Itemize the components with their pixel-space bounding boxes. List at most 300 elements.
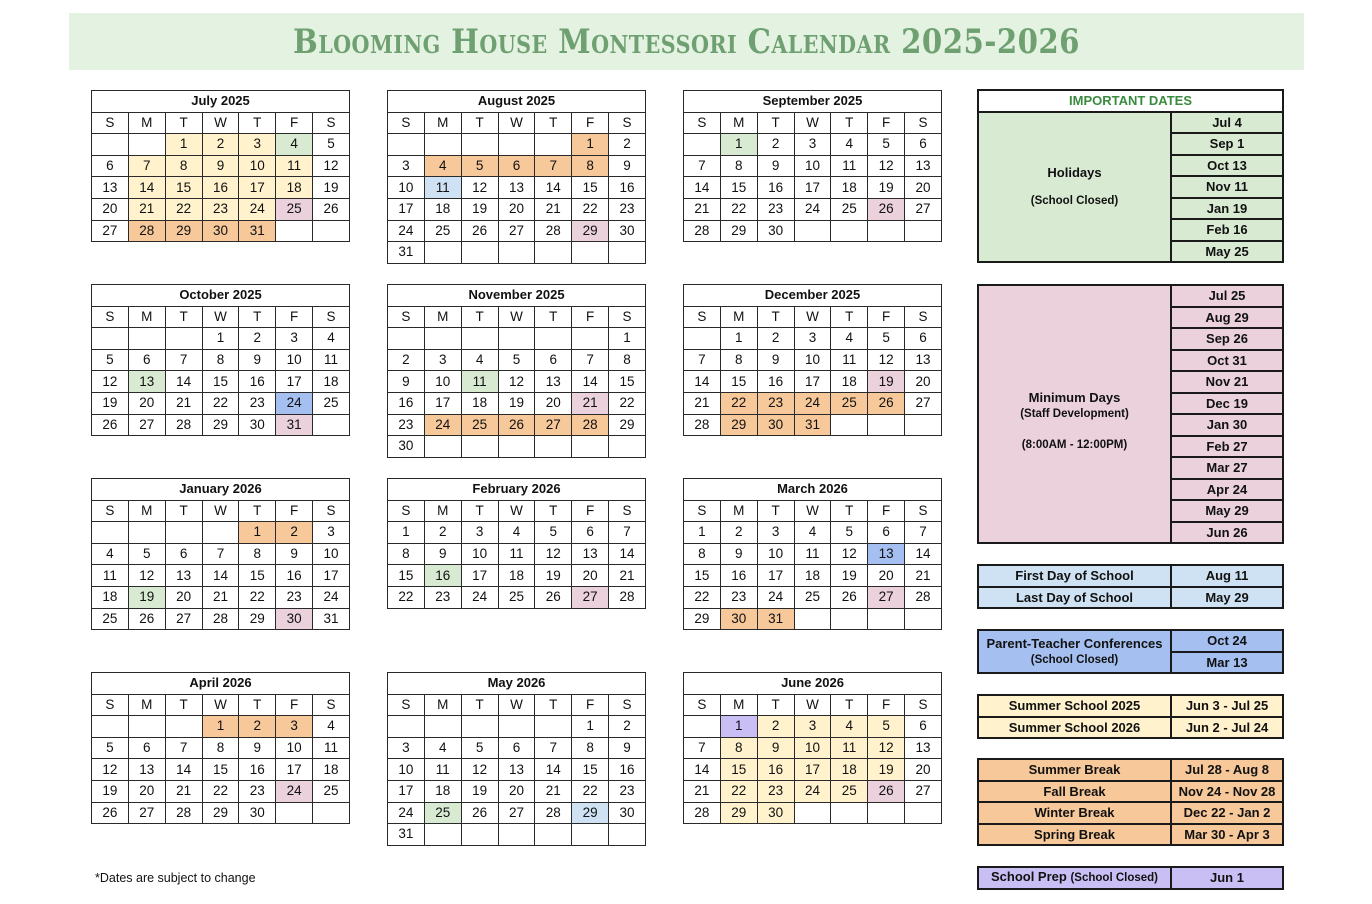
break-date: Mar 30 - Apr 3 — [1171, 824, 1283, 846]
day-cell: 6 — [572, 522, 609, 544]
day-cell: 21 — [165, 392, 202, 414]
day-cell: 9 — [388, 371, 425, 393]
day-cell: 18 — [831, 371, 868, 393]
day-cell: 18 — [831, 759, 868, 781]
day-cell: 24 — [388, 802, 425, 824]
day-cell: 6 — [905, 328, 942, 350]
day-cell: 13 — [868, 543, 905, 565]
holiday-date: Jul 4 — [1171, 112, 1283, 134]
week-row — [388, 543, 646, 565]
holiday-date: Feb 16 — [1171, 219, 1283, 241]
day-cell: 2 — [609, 716, 646, 738]
day-cell: 3 — [794, 716, 831, 738]
day-cell: 10 — [388, 177, 425, 199]
month-title: December 2025 — [684, 285, 942, 307]
day-cell: 17 — [757, 565, 794, 587]
empty-cell — [165, 328, 202, 350]
day-cell: 18 — [794, 565, 831, 587]
day-cell: 5 — [868, 328, 905, 350]
empty-cell — [461, 824, 498, 846]
week-row — [388, 716, 646, 738]
empty-cell — [684, 328, 721, 350]
day-cell: 10 — [313, 543, 350, 565]
month-calendar — [91, 672, 350, 824]
empty-cell — [868, 608, 905, 630]
week-row — [388, 220, 646, 242]
weekday-header: S — [92, 694, 129, 716]
weekday-header: S — [388, 306, 425, 328]
conference-date: Mar 13 — [1171, 652, 1283, 674]
day-cell: 3 — [794, 134, 831, 156]
weekday-header: T — [535, 112, 572, 134]
weekday-header: T — [239, 500, 276, 522]
week-row — [388, 802, 646, 824]
day-cell: 12 — [313, 155, 350, 177]
day-cell: 23 — [239, 780, 276, 802]
day-cell: 11 — [831, 349, 868, 371]
day-cell: 31 — [313, 608, 350, 630]
day-cell: 21 — [535, 780, 572, 802]
day-cell: 29 — [165, 220, 202, 242]
day-cell: 14 — [572, 371, 609, 393]
day-cell: 17 — [794, 759, 831, 781]
day-cell: 9 — [276, 543, 313, 565]
day-cell: 9 — [757, 155, 794, 177]
day-cell: 1 — [720, 716, 757, 738]
week-row — [684, 716, 942, 738]
month-calendar — [683, 478, 942, 630]
page-title: Blooming House Montessori Calendar 2025-2026 — [293, 21, 1080, 62]
weekday-header: S — [92, 500, 129, 522]
day-cell: 13 — [572, 543, 609, 565]
month-title: November 2025 — [388, 285, 646, 307]
day-cell: 28 — [684, 414, 721, 436]
empty-cell — [92, 328, 129, 350]
day-cell: 1 — [239, 522, 276, 544]
week-row — [684, 371, 942, 393]
day-cell: 8 — [572, 155, 609, 177]
day-cell: 15 — [388, 565, 425, 587]
day-cell: 24 — [313, 586, 350, 608]
day-cell: 20 — [868, 565, 905, 587]
weekday-header: S — [905, 112, 942, 134]
month-title: April 2026 — [92, 673, 350, 695]
weekday-header: M — [720, 694, 757, 716]
day-cell: 1 — [609, 328, 646, 350]
day-cell: 9 — [202, 155, 239, 177]
day-cell: 7 — [165, 737, 202, 759]
holiday-date: May 25 — [1171, 241, 1283, 263]
weekday-header: S — [609, 306, 646, 328]
day-cell: 29 — [572, 802, 609, 824]
day-cell: 25 — [313, 780, 350, 802]
empty-cell — [388, 134, 425, 156]
week-row — [684, 565, 942, 587]
weekday-header: M — [128, 500, 165, 522]
day-cell: 29 — [202, 802, 239, 824]
weekday-header: T — [239, 112, 276, 134]
day-cell: 27 — [905, 780, 942, 802]
week-row — [684, 522, 942, 544]
week-row — [684, 177, 942, 199]
day-cell: 24 — [794, 392, 831, 414]
day-cell: 16 — [609, 759, 646, 781]
weekday-header: T — [757, 306, 794, 328]
day-cell: 7 — [684, 155, 721, 177]
weekday-header: T — [461, 112, 498, 134]
month-title: February 2026 — [388, 479, 646, 501]
day-cell: 2 — [720, 522, 757, 544]
empty-cell — [868, 802, 905, 824]
day-cell: 4 — [794, 522, 831, 544]
week-row — [684, 608, 942, 630]
day-cell: 4 — [276, 134, 313, 156]
day-cell: 18 — [276, 177, 313, 199]
day-cell: 21 — [202, 586, 239, 608]
weekday-header: T — [757, 112, 794, 134]
day-cell: 14 — [128, 177, 165, 199]
day-cell: 13 — [92, 177, 129, 199]
day-cell: 3 — [757, 522, 794, 544]
day-cell: 5 — [128, 543, 165, 565]
day-cell: 12 — [868, 155, 905, 177]
empty-cell — [424, 242, 461, 264]
day-cell: 15 — [165, 177, 202, 199]
empty-cell — [128, 134, 165, 156]
week-row — [92, 177, 350, 199]
weekday-header: M — [424, 306, 461, 328]
minimum-label-cell — [978, 285, 1171, 543]
day-cell: 26 — [461, 220, 498, 242]
weekday-header: S — [313, 694, 350, 716]
empty-cell — [313, 220, 350, 242]
day-cell: 18 — [313, 371, 350, 393]
week-row — [388, 565, 646, 587]
break-date: Nov 24 - Nov 28 — [1171, 781, 1283, 803]
day-cell: 2 — [276, 522, 313, 544]
empty-cell — [868, 414, 905, 436]
day-cell: 13 — [905, 737, 942, 759]
day-cell: 22 — [239, 586, 276, 608]
empty-cell — [461, 134, 498, 156]
weekday-header: W — [202, 112, 239, 134]
holidays-label-cell — [978, 112, 1171, 263]
day-cell: 25 — [831, 392, 868, 414]
day-cell: 10 — [239, 155, 276, 177]
empty-cell — [609, 824, 646, 846]
day-cell: 11 — [276, 155, 313, 177]
minimum-date: Nov 21 — [1171, 371, 1283, 393]
conference-date: Oct 24 — [1171, 630, 1283, 652]
month-calendar — [683, 672, 942, 824]
day-cell: 20 — [498, 198, 535, 220]
empty-cell — [535, 716, 572, 738]
day-cell: 24 — [276, 392, 313, 414]
day-cell: 7 — [572, 349, 609, 371]
day-cell: 28 — [165, 414, 202, 436]
week-row — [684, 328, 942, 350]
day-cell: 19 — [92, 392, 129, 414]
day-cell: 22 — [720, 198, 757, 220]
day-cell: 2 — [757, 134, 794, 156]
day-cell: 23 — [276, 586, 313, 608]
empty-cell — [572, 824, 609, 846]
empty-cell — [424, 328, 461, 350]
day-cell: 1 — [720, 328, 757, 350]
first-day-label: First Day of School — [978, 565, 1171, 587]
important-dates-header: IMPORTANT DATES — [978, 90, 1283, 112]
day-cell: 6 — [498, 737, 535, 759]
month-title: May 2026 — [388, 673, 646, 695]
day-cell: 21 — [535, 198, 572, 220]
day-cell: 23 — [202, 198, 239, 220]
weekday-header: T — [461, 500, 498, 522]
day-cell: 23 — [239, 392, 276, 414]
day-cell: 12 — [461, 759, 498, 781]
weekday-header: T — [461, 694, 498, 716]
month-title: June 2026 — [684, 673, 942, 695]
month-calendar — [387, 90, 646, 264]
weekday-header: S — [905, 500, 942, 522]
break-label: Summer Break — [978, 759, 1171, 781]
day-cell: 27 — [572, 586, 609, 608]
empty-cell — [424, 134, 461, 156]
weekday-header: T — [757, 500, 794, 522]
day-cell: 20 — [128, 392, 165, 414]
weekday-header: M — [128, 112, 165, 134]
day-cell: 24 — [424, 414, 461, 436]
day-cell: 9 — [239, 349, 276, 371]
day-cell: 13 — [535, 371, 572, 393]
weekday-header: M — [424, 500, 461, 522]
day-cell: 29 — [720, 220, 757, 242]
day-cell: 25 — [831, 198, 868, 220]
empty-cell — [498, 436, 535, 458]
holidays-label: Holidays — [1047, 164, 1102, 180]
day-cell: 7 — [684, 737, 721, 759]
weekday-header: T — [831, 694, 868, 716]
empty-cell — [794, 220, 831, 242]
summer-school-date: Jun 2 - Jul 24 — [1171, 717, 1283, 739]
day-cell: 29 — [572, 220, 609, 242]
day-cell: 29 — [720, 414, 757, 436]
day-cell: 15 — [684, 565, 721, 587]
day-cell: 8 — [609, 349, 646, 371]
day-cell: 8 — [720, 349, 757, 371]
day-cell: 9 — [239, 737, 276, 759]
week-row — [92, 371, 350, 393]
day-cell: 24 — [276, 780, 313, 802]
minimum-date: May 29 — [1171, 500, 1283, 522]
empty-cell — [276, 802, 313, 824]
day-cell: 23 — [609, 198, 646, 220]
weekday-header: M — [424, 694, 461, 716]
day-cell: 11 — [313, 349, 350, 371]
day-cell: 19 — [313, 177, 350, 199]
day-cell: 16 — [276, 565, 313, 587]
day-cell: 30 — [239, 802, 276, 824]
day-cell: 19 — [461, 198, 498, 220]
month-calendar — [683, 284, 942, 436]
day-cell: 23 — [757, 780, 794, 802]
week-row — [684, 349, 942, 371]
day-cell: 1 — [202, 328, 239, 350]
day-cell: 2 — [388, 349, 425, 371]
minimum-date: Jun 26 — [1171, 522, 1283, 544]
empty-cell — [794, 802, 831, 824]
weekday-header: F — [868, 112, 905, 134]
day-cell: 26 — [831, 586, 868, 608]
day-cell: 23 — [609, 780, 646, 802]
day-cell: 19 — [868, 177, 905, 199]
day-cell: 10 — [276, 737, 313, 759]
day-cell: 9 — [609, 155, 646, 177]
weekday-header: F — [868, 500, 905, 522]
day-cell: 8 — [684, 543, 721, 565]
weekday-header: F — [276, 500, 313, 522]
day-cell: 22 — [720, 780, 757, 802]
day-cell: 17 — [794, 371, 831, 393]
week-row — [92, 134, 350, 156]
empty-cell — [609, 242, 646, 264]
day-cell: 27 — [868, 586, 905, 608]
day-cell: 14 — [165, 759, 202, 781]
weekday-header: S — [684, 306, 721, 328]
day-cell: 11 — [831, 155, 868, 177]
empty-cell — [92, 716, 129, 738]
day-cell: 22 — [202, 392, 239, 414]
day-cell: 30 — [757, 414, 794, 436]
week-row — [92, 608, 350, 630]
empty-cell — [572, 328, 609, 350]
day-cell: 2 — [239, 328, 276, 350]
day-cell: 4 — [498, 522, 535, 544]
day-cell: 15 — [572, 759, 609, 781]
day-cell: 2 — [202, 134, 239, 156]
day-cell: 2 — [424, 522, 461, 544]
month-title: July 2025 — [92, 91, 350, 113]
weekday-header: T — [831, 306, 868, 328]
day-cell: 6 — [535, 349, 572, 371]
day-cell: 12 — [498, 371, 535, 393]
weekday-header: F — [572, 694, 609, 716]
day-cell: 19 — [461, 780, 498, 802]
day-cell: 26 — [868, 780, 905, 802]
day-cell: 20 — [165, 586, 202, 608]
day-cell: 21 — [609, 565, 646, 587]
week-row — [388, 392, 646, 414]
day-cell: 30 — [202, 220, 239, 242]
day-cell: 10 — [424, 371, 461, 393]
day-cell: 9 — [757, 349, 794, 371]
week-row — [684, 759, 942, 781]
day-cell: 25 — [794, 586, 831, 608]
day-cell: 23 — [720, 586, 757, 608]
weekday-header: W — [202, 694, 239, 716]
day-cell: 15 — [572, 177, 609, 199]
empty-cell — [831, 802, 868, 824]
holiday-date: Oct 13 — [1171, 155, 1283, 177]
day-cell: 1 — [388, 522, 425, 544]
day-cell: 28 — [202, 608, 239, 630]
day-cell: 30 — [239, 414, 276, 436]
weekday-header: F — [572, 500, 609, 522]
week-row — [92, 392, 350, 414]
day-cell: 22 — [609, 392, 646, 414]
day-cell: 5 — [313, 134, 350, 156]
day-cell: 10 — [794, 155, 831, 177]
day-cell: 31 — [794, 414, 831, 436]
day-cell: 16 — [757, 759, 794, 781]
empty-cell — [684, 134, 721, 156]
day-cell: 8 — [572, 737, 609, 759]
day-cell: 27 — [535, 414, 572, 436]
weekday-header: S — [609, 112, 646, 134]
break-date: Jul 28 - Aug 8 — [1171, 759, 1283, 781]
day-cell: 4 — [461, 349, 498, 371]
day-cell: 4 — [313, 716, 350, 738]
week-row — [92, 586, 350, 608]
day-cell: 2 — [609, 134, 646, 156]
week-row — [684, 414, 942, 436]
empty-cell — [388, 716, 425, 738]
day-cell: 24 — [794, 780, 831, 802]
day-cell: 8 — [720, 155, 757, 177]
day-cell: 12 — [868, 349, 905, 371]
day-cell: 21 — [684, 392, 721, 414]
day-cell: 6 — [905, 134, 942, 156]
empty-cell — [313, 414, 350, 436]
day-cell: 19 — [831, 565, 868, 587]
day-cell: 10 — [794, 737, 831, 759]
week-row — [92, 349, 350, 371]
day-cell: 30 — [757, 220, 794, 242]
day-cell: 20 — [92, 198, 129, 220]
day-cell: 5 — [868, 716, 905, 738]
day-cell: 18 — [424, 198, 461, 220]
important-dates-holidays — [977, 89, 1284, 263]
empty-cell — [831, 220, 868, 242]
weekday-header: S — [313, 500, 350, 522]
day-cell: 6 — [128, 737, 165, 759]
day-cell: 21 — [905, 565, 942, 587]
footnote: *Dates are subject to change — [95, 871, 256, 885]
day-cell: 5 — [92, 349, 129, 371]
day-cell: 11 — [794, 543, 831, 565]
first-day-date: Aug 11 — [1171, 565, 1283, 587]
school-prep-label: School Prep — [990, 869, 1067, 885]
day-cell: 10 — [276, 349, 313, 371]
day-cell: 17 — [794, 177, 831, 199]
weekday-header: M — [424, 112, 461, 134]
day-cell: 21 — [684, 780, 721, 802]
day-cell: 25 — [92, 608, 129, 630]
week-row — [92, 780, 350, 802]
weekday-header: T — [831, 500, 868, 522]
day-cell: 2 — [757, 716, 794, 738]
day-cell: 16 — [720, 565, 757, 587]
month-calendar — [683, 90, 942, 242]
week-row — [388, 436, 646, 458]
day-cell: 21 — [128, 198, 165, 220]
day-cell: 14 — [535, 759, 572, 781]
weekday-header: W — [202, 306, 239, 328]
month-title: March 2026 — [684, 479, 942, 501]
empty-cell — [684, 716, 721, 738]
empty-cell — [609, 436, 646, 458]
weekday-header: S — [609, 500, 646, 522]
minimum-date: Oct 31 — [1171, 350, 1283, 372]
